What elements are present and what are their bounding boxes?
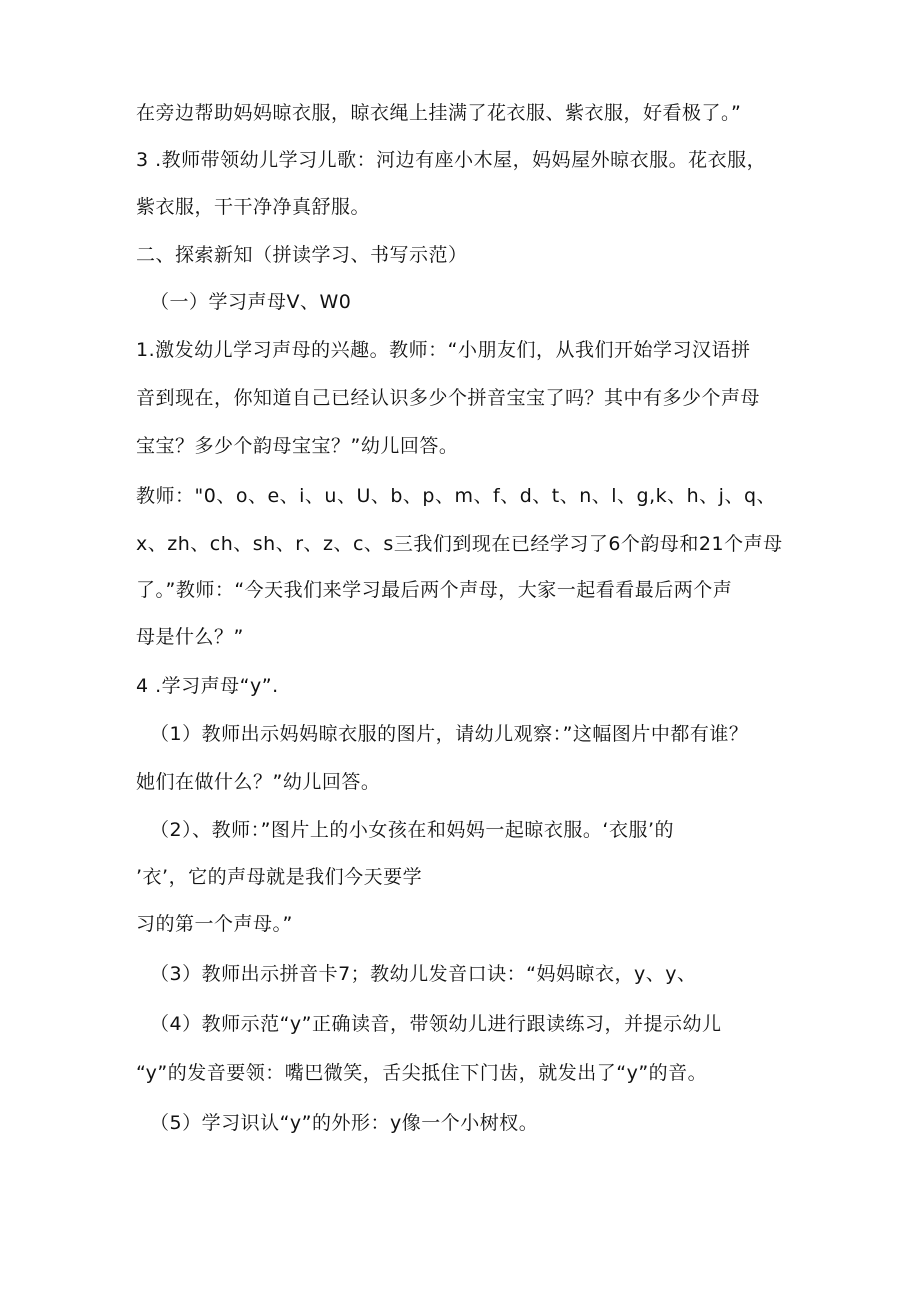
section-heading: 二、探索新知（拼读学习、书写示范） [136, 244, 468, 266]
text-line: （5）学习识认“y”的外形：y像一个小树杈。 [150, 1112, 539, 1134]
text-line: x、zh、ch、sh、r、z、c、s三我们到现在已经学习了6个韵母和21个声母 [136, 533, 783, 555]
text-line: （4）教师示范“y”正确读音，带领幼儿进行跟读练习，并提示幼儿 [150, 1013, 722, 1035]
text-line: 紫衣服，干干净净真舒服。 [136, 196, 371, 218]
text-line: （1）教师出示妈妈晾衣服的图片，请幼儿观察：”这幅图片中都有谁？ [150, 723, 749, 745]
text-line: 母是什么？” [136, 626, 244, 648]
text-line: 宝宝？多少个韵母宝宝？”幼儿回答。 [136, 435, 459, 457]
subsection-heading: （一）学习声母V、W0 [150, 291, 352, 313]
text-line: 1.激发幼儿学习声母的兴趣。教师：“小朋友们，从我们开始学习汉语拼 [136, 339, 751, 361]
text-line: 习的第一个声母。” [136, 913, 293, 935]
item-heading: 4 .学习声母“y”. [136, 675, 279, 697]
text-line: ’衣’，它的声母就是我们今天要学 [136, 866, 423, 888]
text-line: 音到现在，你知道自己已经认识多少个拼音宝宝了吗？其中有多少个声母 [136, 387, 761, 409]
text-line: （2）、教师：”图片上的小女孩在和妈妈一起晾衣服。‘衣服’的 [150, 819, 675, 841]
text-line: （3）教师出示拼音卡7；教幼儿发音口诀：“妈妈晾衣，y、y、 [150, 963, 697, 985]
text-line: 3 .教师带领幼儿学习儿歌：河边有座小木屋，妈妈屋外晾衣服。花衣服， [136, 149, 767, 171]
text-line: “y”的发音要领：嘴巴微笑，舌尖抵住下门齿，就发出了“y”的音。 [136, 1062, 708, 1084]
text-line: 在旁边帮助妈妈晾衣服，晾衣绳上挂满了花衣服、紫衣服，好看极了。” [136, 102, 742, 124]
text-line: 教师："0、o、e、i、u、U、b、p、m、f、d、t、n、l、g,k、h、j、q、 [136, 485, 777, 507]
text-line: 她们在做什么？”幼儿回答。 [136, 771, 381, 793]
text-line: 了。”教师：“今天我们来学习最后两个声母，大家一起看看最后两个声 [136, 579, 733, 601]
